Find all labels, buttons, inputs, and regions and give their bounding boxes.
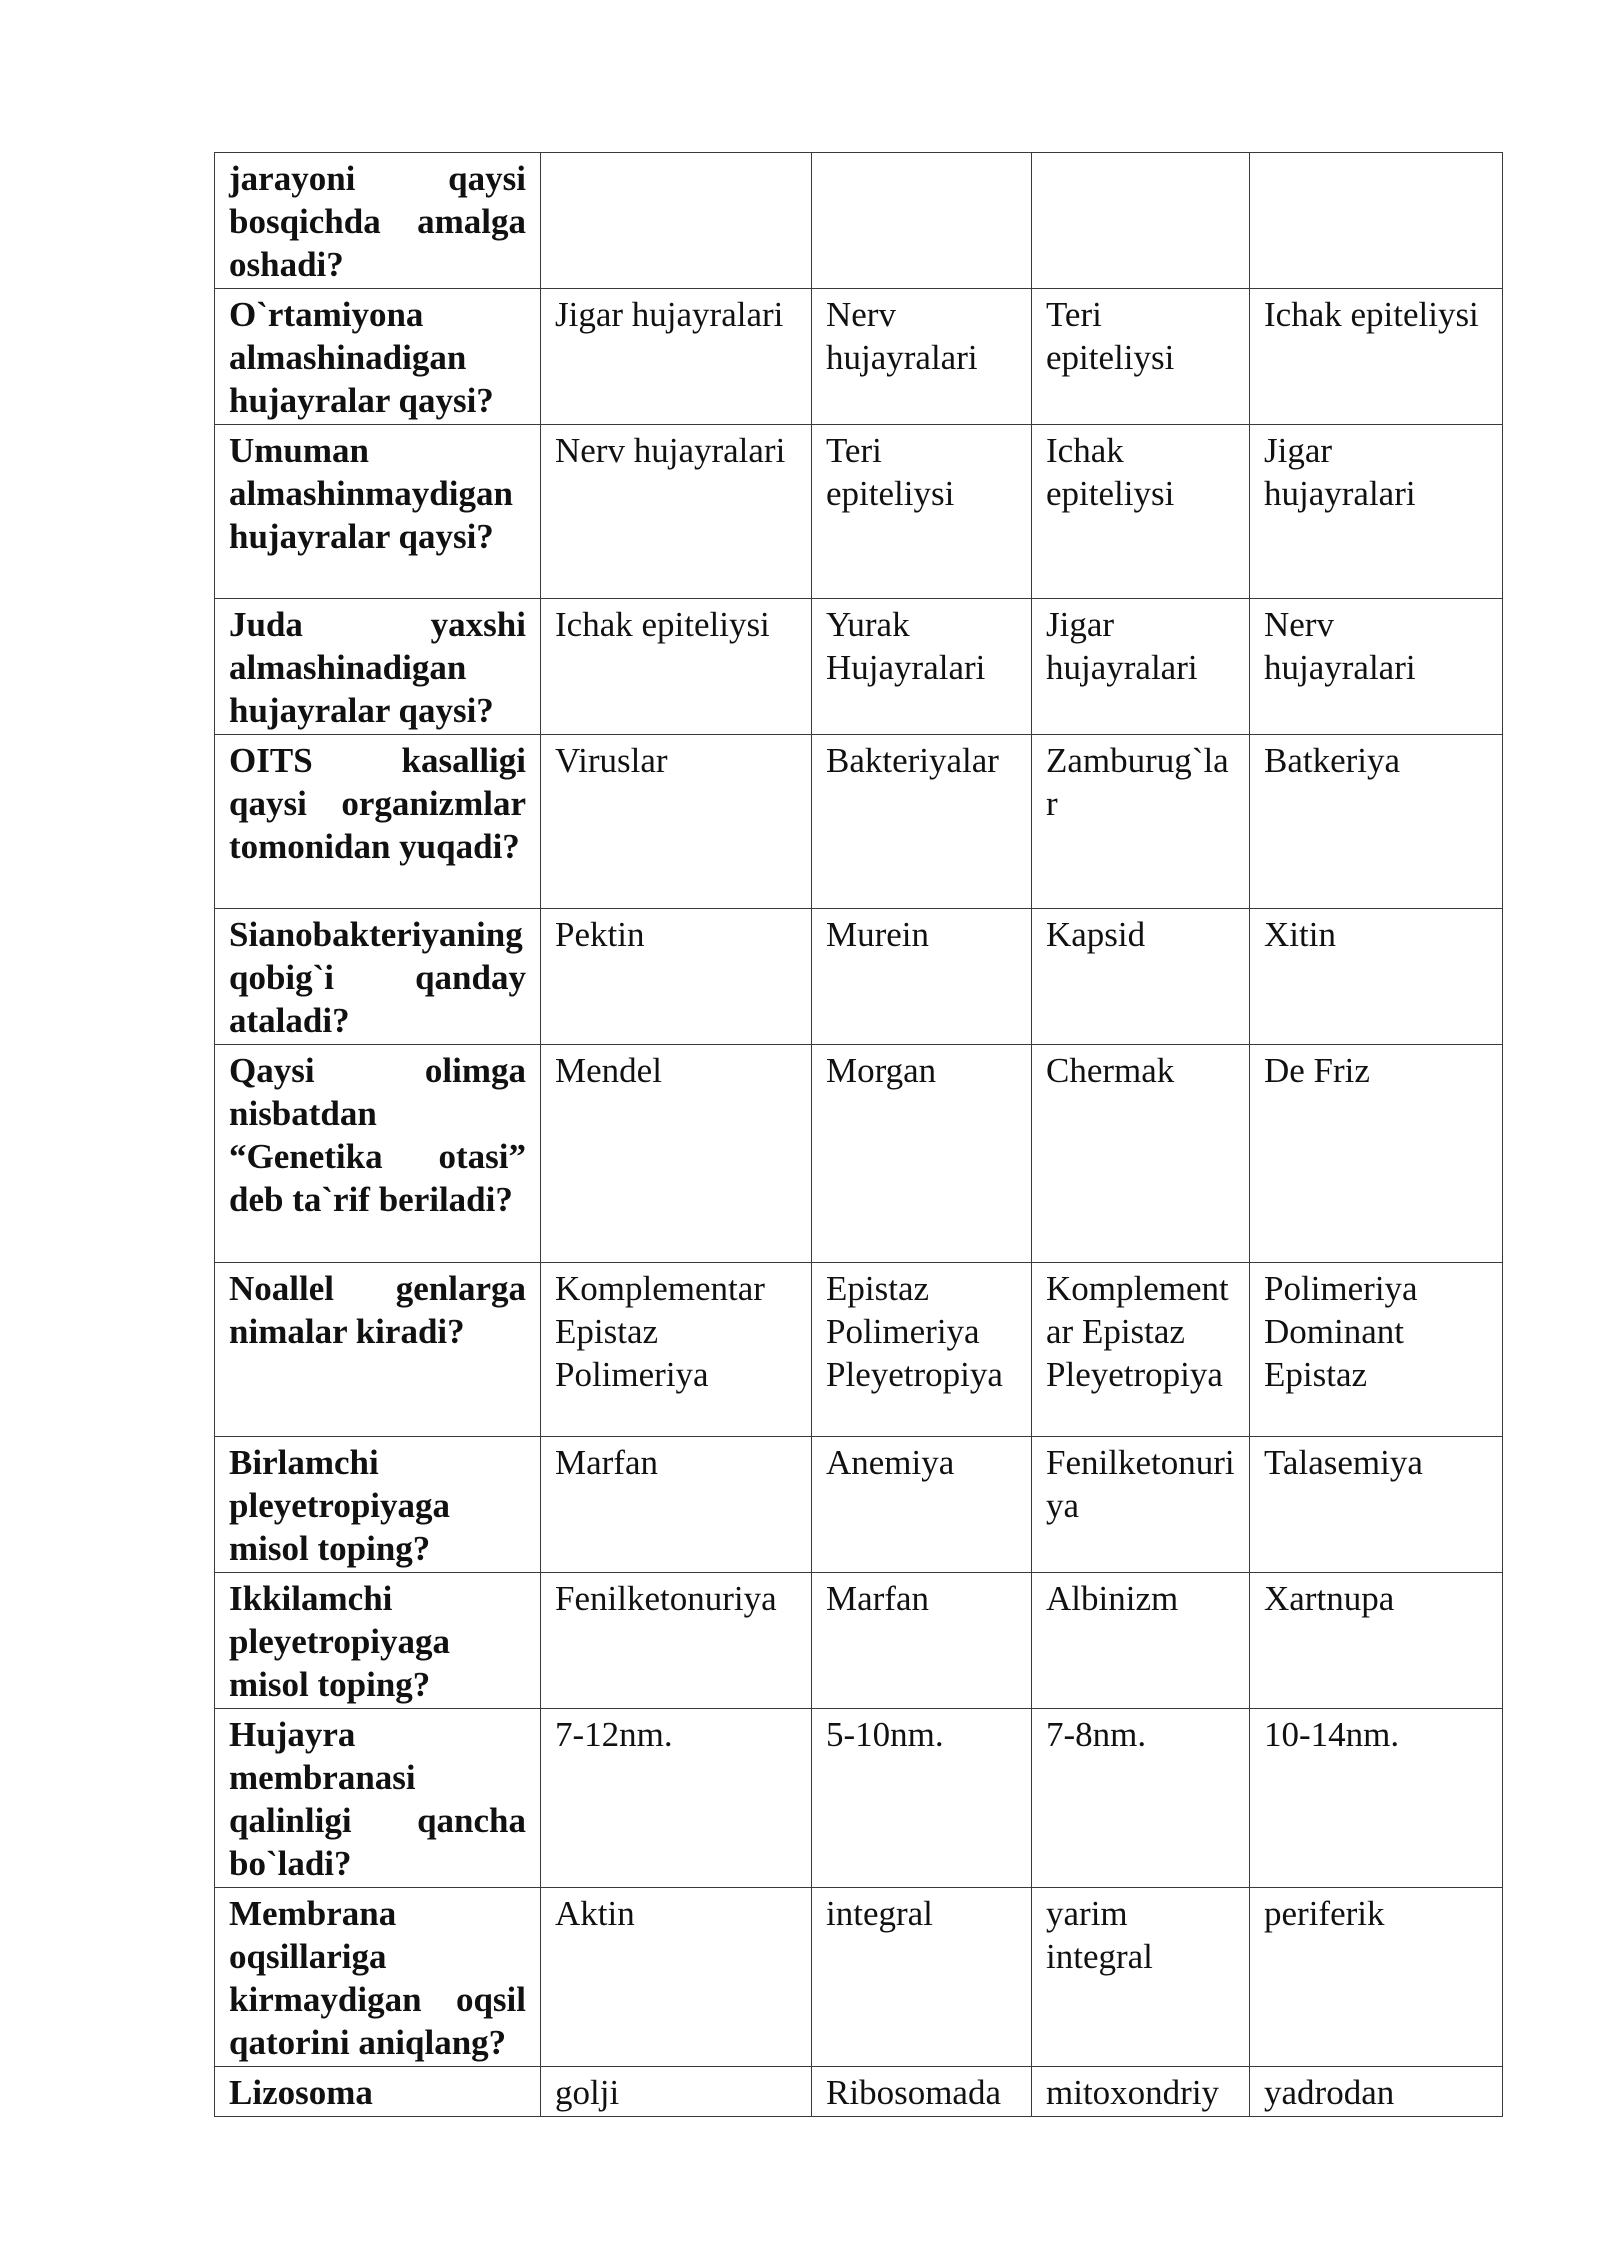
answer-cell: Viruslar	[541, 735, 812, 909]
question-cell: OITS kasalligi qaysi organizmlar tomonidan yuqadi?	[215, 735, 541, 909]
answer-cell: Xitin	[1250, 909, 1503, 1045]
answer-cell	[812, 153, 1032, 289]
answer-cell	[1032, 153, 1250, 289]
table-row	[215, 425, 1503, 599]
table-row	[215, 599, 1503, 735]
answer-cell: golji	[541, 2067, 812, 2117]
answer-cell: integral	[812, 1888, 1032, 2067]
question-cell: Ikkilamchi pleyetropiyaga misol toping?	[215, 1573, 541, 1709]
answer-cell: Pektin	[541, 909, 812, 1045]
answer-cell: 7-12nm.	[541, 1709, 812, 1888]
table-row	[215, 153, 1503, 289]
question-cell: Membrana oqsillariga kirmaydigan oqsil qatorini aniqlang?	[215, 1888, 541, 2067]
question-cell: Qaysi olimga nisbatdan “Genetika otasi” deb ta`rif beriladi?	[215, 1045, 541, 1263]
answer-cell: Kapsid	[1032, 909, 1250, 1045]
answer-cell: Komplementar Epistaz Polimeriya	[541, 1263, 812, 1437]
answer-cell: Nerv hujayralari	[541, 425, 812, 599]
question-cell: Lizosoma	[215, 2067, 541, 2117]
quiz-table	[214, 152, 1503, 2117]
answer-cell: Polimeriya Dominant Epistaz	[1250, 1263, 1503, 1437]
answer-cell: De Friz	[1250, 1045, 1503, 1263]
answer-cell: Teri epiteliysi	[812, 425, 1032, 599]
answer-cell: Xartnupa	[1250, 1573, 1503, 1709]
answer-cell: Fenilketonuriya	[1032, 1437, 1250, 1573]
answer-cell: Bakteriyalar	[812, 735, 1032, 909]
answer-cell: Jigar hujayralari	[541, 289, 812, 425]
answer-cell	[1250, 153, 1503, 289]
answer-cell: Ichak epiteliysi	[1250, 289, 1503, 425]
answer-cell: 5-10nm.	[812, 1709, 1032, 1888]
answer-cell: 10-14nm.	[1250, 1709, 1503, 1888]
answer-cell: Nerv hujayralari	[812, 289, 1032, 425]
question-cell: Noallel genlarga nimalar kiradi?	[215, 1263, 541, 1437]
answer-cell: Chermak	[1032, 1045, 1250, 1263]
answer-cell: Ichak epiteliysi	[541, 599, 812, 735]
answer-cell: Ichak epiteliysi	[1032, 425, 1250, 599]
table-row	[215, 1573, 1503, 1709]
table-row	[215, 735, 1503, 909]
table-row	[215, 909, 1503, 1045]
answer-cell: 7-8nm.	[1032, 1709, 1250, 1888]
question-cell: jarayoni qaysi bosqichda amalga oshadi?	[215, 153, 541, 289]
table-row	[215, 1709, 1503, 1888]
answer-cell: yarim integral	[1032, 1888, 1250, 2067]
answer-cell: Marfan	[812, 1573, 1032, 1709]
answer-cell: Epistaz Polimeriya Pleyetropiya	[812, 1263, 1032, 1437]
answer-cell: mitoxondriy	[1032, 2067, 1250, 2117]
question-cell: Umuman almashinmaydigan hujayralar qaysi?	[215, 425, 541, 599]
table-row	[215, 1263, 1503, 1437]
question-cell: Hujayra membranasi qalinligi qancha bo`ladi?	[215, 1709, 541, 1888]
answer-cell: Morgan	[812, 1045, 1032, 1263]
answer-cell: Jigar hujayralari	[1250, 425, 1503, 599]
answer-cell: Teri epiteliysi	[1032, 289, 1250, 425]
table-row	[215, 1888, 1503, 2067]
answer-cell: Ribosomada	[812, 2067, 1032, 2117]
answer-cell: Murein	[812, 909, 1032, 1045]
question-cell: Juda yaxshi almashinadigan hujayralar qaysi?	[215, 599, 541, 735]
answer-cell: yadrodan	[1250, 2067, 1503, 2117]
table-row	[215, 2067, 1503, 2117]
answer-cell: Mendel	[541, 1045, 812, 1263]
answer-cell: Talasemiya	[1250, 1437, 1503, 1573]
answer-cell: Anemiya	[812, 1437, 1032, 1573]
answer-cell: Yurak Hujayralari	[812, 599, 1032, 735]
answer-cell: Fenilketonuriya	[541, 1573, 812, 1709]
answer-cell: Albinizm	[1032, 1573, 1250, 1709]
answer-cell: Batkeriya	[1250, 735, 1503, 909]
answer-cell	[541, 153, 812, 289]
question-cell: Sianobakteriyaning qobig`i qanday ataladi?	[215, 909, 541, 1045]
answer-cell: Aktin	[541, 1888, 812, 2067]
answer-cell: Marfan	[541, 1437, 812, 1573]
table-row	[215, 1045, 1503, 1263]
answer-cell: Nerv hujayralari	[1250, 599, 1503, 735]
question-cell: O`rtamiyona almashinadigan hujayralar qaysi?	[215, 289, 541, 425]
answer-cell: Zamburug`lar	[1032, 735, 1250, 909]
question-cell: Birlamchi pleyetropiyaga misol toping?	[215, 1437, 541, 1573]
answer-cell: Komplementar Epistaz Pleyetropiya	[1032, 1263, 1250, 1437]
table-row	[215, 289, 1503, 425]
table-row	[215, 1437, 1503, 1573]
answer-cell: Jigar hujayralari	[1032, 599, 1250, 735]
answer-cell: periferik	[1250, 1888, 1503, 2067]
